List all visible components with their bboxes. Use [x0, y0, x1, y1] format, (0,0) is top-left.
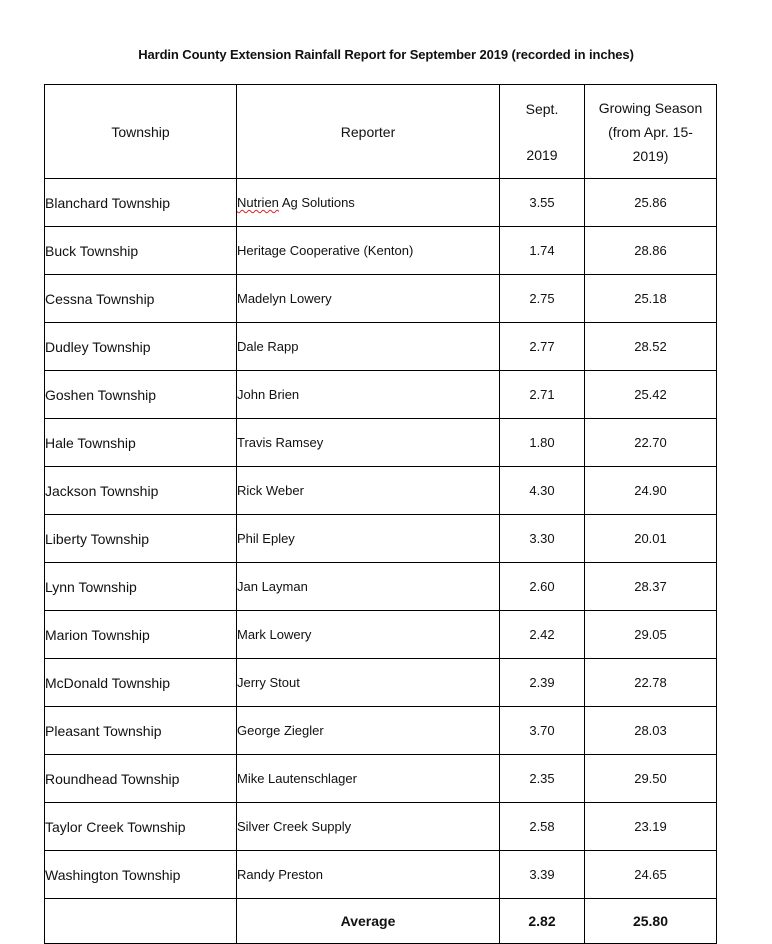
season-cell: 28.03	[585, 707, 717, 755]
reporter-cell: Jan Layman	[237, 563, 500, 611]
average-row	[45, 899, 717, 944]
sept-cell: 2.75	[500, 275, 585, 323]
season-cell: 24.65	[585, 851, 717, 899]
table-row	[45, 227, 717, 275]
reporter-cell: Heritage Cooperative (Kenton)	[237, 227, 500, 275]
reporter-cell: John Brien	[237, 371, 500, 419]
reporter-cell: Mark Lowery	[237, 611, 500, 659]
township-cell: Blanchard Township	[45, 179, 237, 227]
reporter-cell: Mike Lautenschlager	[237, 755, 500, 803]
season-cell: 28.86	[585, 227, 717, 275]
table-row	[45, 467, 717, 515]
spellcheck-word: Nutrien	[237, 195, 279, 210]
season-cell: 29.50	[585, 755, 717, 803]
season-cell: 28.37	[585, 563, 717, 611]
table-row	[45, 611, 717, 659]
header-season-line3: 2019)	[632, 147, 669, 164]
season-cell: 22.70	[585, 419, 717, 467]
season-cell: 25.42	[585, 371, 717, 419]
table-row	[45, 563, 717, 611]
reporter-cell: Travis Ramsey	[237, 419, 500, 467]
season-cell: 29.05	[585, 611, 717, 659]
header-sept-month: Sept.	[525, 100, 559, 117]
reporter-cell	[237, 179, 500, 227]
header-growing-season	[585, 85, 717, 179]
sept-cell: 2.71	[500, 371, 585, 419]
table-row	[45, 419, 717, 467]
table-row	[45, 707, 717, 755]
table-row	[45, 323, 717, 371]
township-cell: Goshen Township	[45, 371, 237, 419]
season-cell: 22.78	[585, 659, 717, 707]
header-sept-year: 2019	[526, 146, 558, 163]
table-row	[45, 851, 717, 899]
table-row	[45, 755, 717, 803]
reporter-cell: Silver Creek Supply	[237, 803, 500, 851]
average-empty-cell	[45, 899, 237, 944]
township-cell: McDonald Township	[45, 659, 237, 707]
reporter-cell: Jerry Stout	[237, 659, 500, 707]
reporter-cell: George Ziegler	[237, 707, 500, 755]
table-row	[45, 275, 717, 323]
table-row	[45, 659, 717, 707]
township-cell: Cessna Township	[45, 275, 237, 323]
header-sept	[500, 85, 585, 179]
sept-cell: 3.30	[500, 515, 585, 563]
header-row	[45, 85, 717, 179]
sept-cell: 2.39	[500, 659, 585, 707]
township-cell: Hale Township	[45, 419, 237, 467]
sept-cell: 3.39	[500, 851, 585, 899]
township-cell: Dudley Township	[45, 323, 237, 371]
season-cell: 23.19	[585, 803, 717, 851]
season-cell: 25.86	[585, 179, 717, 227]
sept-cell: 3.55	[500, 179, 585, 227]
township-cell: Liberty Township	[45, 515, 237, 563]
reporter-rest: Ag Solutions	[278, 195, 355, 210]
header-township: Township	[45, 85, 237, 179]
report-title: Hardin County Extension Rainfall Report for September 2019 (recorded in inches)	[138, 47, 634, 62]
reporter-cell: Dale Rapp	[237, 323, 500, 371]
table-row	[45, 371, 717, 419]
header-season-line1: Growing Season	[598, 99, 703, 116]
sept-cell: 1.80	[500, 419, 585, 467]
township-cell: Pleasant Township	[45, 707, 237, 755]
reporter-cell: Rick Weber	[237, 467, 500, 515]
sept-cell: 1.74	[500, 227, 585, 275]
season-cell: 20.01	[585, 515, 717, 563]
average-season: 25.80	[585, 899, 717, 944]
township-cell: Roundhead Township	[45, 755, 237, 803]
season-cell: 25.18	[585, 275, 717, 323]
sept-cell: 2.60	[500, 563, 585, 611]
header-reporter: Reporter	[237, 85, 500, 179]
sept-cell: 3.70	[500, 707, 585, 755]
table-row	[45, 179, 717, 227]
table-row	[45, 803, 717, 851]
township-cell: Taylor Creek Township	[45, 803, 237, 851]
sept-cell: 4.30	[500, 467, 585, 515]
header-season-line2: (from Apr. 15-	[608, 123, 693, 140]
township-cell: Jackson Township	[45, 467, 237, 515]
reporter-cell: Phil Epley	[237, 515, 500, 563]
township-cell: Marion Township	[45, 611, 237, 659]
season-cell: 28.52	[585, 323, 717, 371]
average-sept: 2.82	[500, 899, 585, 944]
table-row	[45, 515, 717, 563]
sept-cell: 2.58	[500, 803, 585, 851]
rainfall-table	[44, 84, 717, 944]
season-cell: 24.90	[585, 467, 717, 515]
sept-cell: 2.35	[500, 755, 585, 803]
reporter-cell: Madelyn Lowery	[237, 275, 500, 323]
reporter-cell: Randy Preston	[237, 851, 500, 899]
township-cell: Lynn Township	[45, 563, 237, 611]
township-cell: Buck Township	[45, 227, 237, 275]
sept-cell: 2.42	[500, 611, 585, 659]
average-label: Average	[237, 899, 500, 944]
township-cell: Washington Township	[45, 851, 237, 899]
sept-cell: 2.77	[500, 323, 585, 371]
